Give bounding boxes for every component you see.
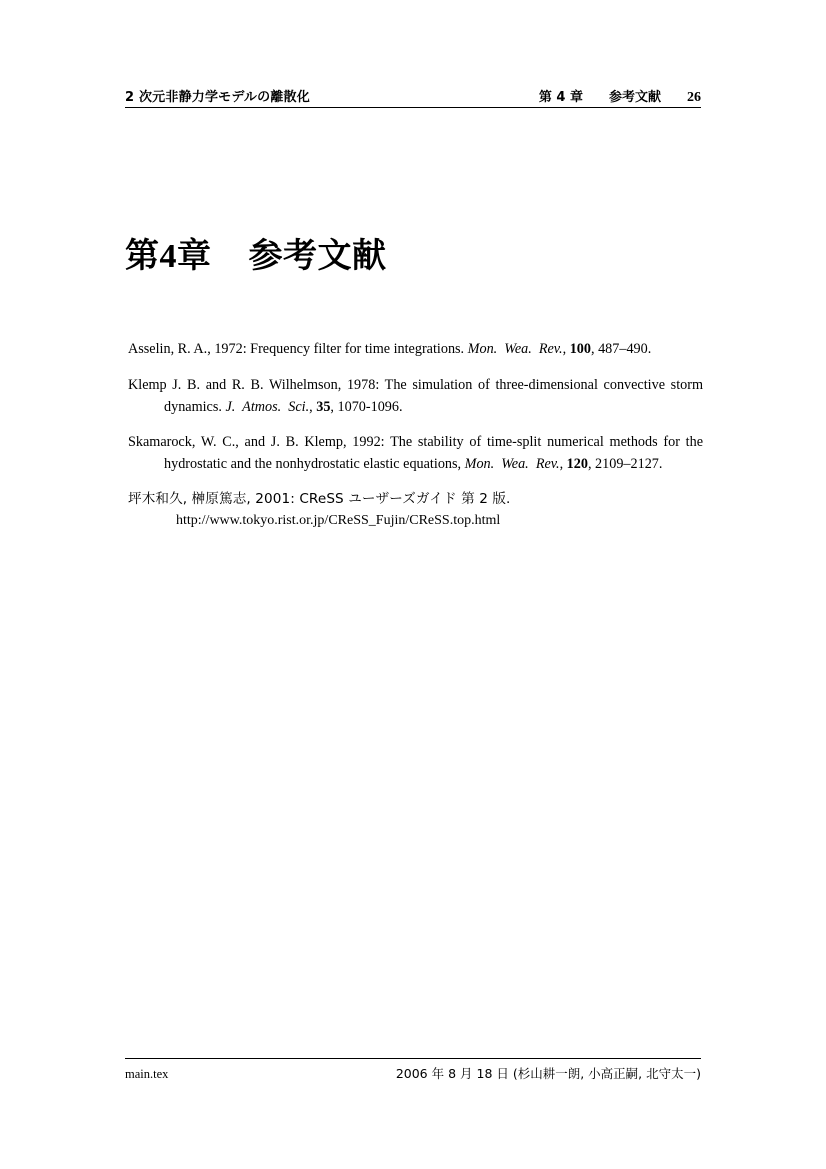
bibliography-entry: 坪木和久, 榊原篤志, 2001: CReSS ユーザーズガイド 第 2 版. http://www.tokyo.rist.or.jp/CReSS_Fujin/CReSS.top.html [128,491,511,529]
chapter-prefix: 第 [125,235,160,276]
bibliography-list [128,325,703,545]
bibliography-entry: Asselin, R. A., 1972: Frequency filter for time integrations. Mon. Wea. Rev., 100, 487–490. [128,341,652,358]
bibliography-entry: Skamarock, W. C., and J. B. Klemp, 1992: The stability of time-split numerical methods for the hydrostatic and the nonhydrostatic elastic equations, Mon. Wea. Rev., 120, 2109–2127. [128,434,703,472]
header-chapter-label: 第 4 章 [538,90,583,105]
bibliography-entry: Klemp J. B. and R. B. Wilhelmson, 1978: The simulation of three-dimensional convective storm dynamics. J. Atmos. Sci., 35, 1070-1096. [128,376,703,415]
running-header [125,86,701,106]
header-document-title: 2 次元非静力学モデルの離散化 [125,90,310,105]
footer-filename: main.tex [125,1067,169,1081]
header-page-number: 26 [687,90,701,105]
header-chapter-info [539,86,701,106]
header-chapter-name: 参考文献 [608,90,661,105]
footer-date-authors: 2006 年 8 月 18 日 (杉山耕一朗, 小高正嗣, 北守太一) [395,1066,701,1081]
page-title [125,228,387,277]
footer-divider [125,1058,701,1059]
chapter-suffix: 章 [177,235,212,276]
header-divider [125,107,701,108]
chapter-name: 参考文献 [248,235,387,276]
chapter-number: 4 [159,237,177,275]
page-footer [125,1064,701,1082]
